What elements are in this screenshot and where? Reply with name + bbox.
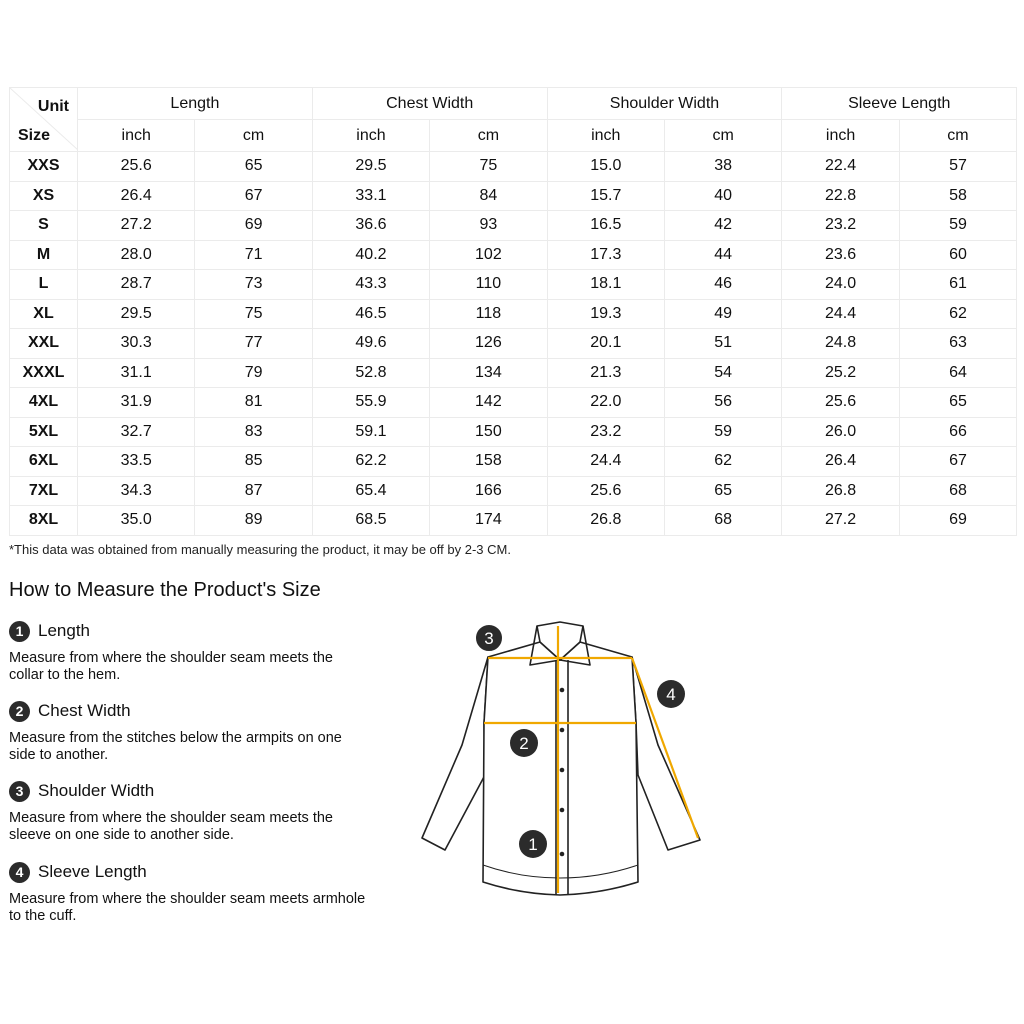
measurement-cell: 73 — [195, 270, 312, 300]
corner-unit-label: Unit — [37, 98, 69, 115]
measurement-cell: 87 — [195, 476, 312, 506]
group-header-sleeve-length: Sleeve Length — [782, 88, 1017, 120]
measurement-cell: 29.5 — [312, 152, 429, 182]
table-row — [10, 506, 1017, 536]
unit-header: inch — [547, 120, 664, 152]
measurement-cell: 63 — [899, 329, 1016, 359]
guide-item-name: Chest Width — [38, 701, 131, 720]
measurement-cell: 75 — [430, 152, 547, 182]
measurement-cell: 24.8 — [782, 329, 899, 359]
measurement-cell: 118 — [430, 299, 547, 329]
table-row — [10, 270, 1017, 300]
measurement-cell: 24.0 — [782, 270, 899, 300]
svg-text:2: 2 — [519, 734, 529, 753]
table-row — [10, 299, 1017, 329]
measurement-cell: 61 — [899, 270, 1016, 300]
measurement-cell: 31.9 — [78, 388, 195, 418]
measurement-cell: 46.5 — [312, 299, 429, 329]
measurement-cell: 69 — [899, 506, 1016, 536]
measurement-cell: 68 — [664, 506, 781, 536]
table-row — [10, 329, 1017, 359]
measurement-cell: 51 — [664, 329, 781, 359]
measurement-cell: 22.8 — [782, 181, 899, 211]
marker-4-icon — [657, 680, 685, 708]
measurement-cell: 67 — [195, 181, 312, 211]
corner-size-label: Size — [18, 127, 51, 144]
svg-text:3: 3 — [484, 629, 494, 648]
size-label-cell: XXL — [10, 329, 78, 359]
measurement-cell: 75 — [195, 299, 312, 329]
measurement-cell: 52.8 — [312, 358, 429, 388]
measurement-cell: 65.4 — [312, 476, 429, 506]
size-label-cell: XL — [10, 299, 78, 329]
measurement-cell: 36.6 — [312, 211, 429, 241]
measurement-cell: 62.2 — [312, 447, 429, 477]
size-label-cell: M — [10, 240, 78, 270]
measurement-cell: 69 — [195, 211, 312, 241]
size-rows — [10, 152, 1017, 536]
measurement-cell: 60 — [899, 240, 1016, 270]
guide-item-chest-width — [9, 700, 369, 764]
guide-item-shoulder-width — [9, 780, 369, 844]
unit-header: cm — [430, 120, 547, 152]
measurement-cell: 23.6 — [782, 240, 899, 270]
size-label-cell: 7XL — [10, 476, 78, 506]
measurement-cell: 93 — [430, 211, 547, 241]
measurement-cell: 35.0 — [78, 506, 195, 536]
measurement-cell: 166 — [430, 476, 547, 506]
number-1-icon: 1 — [9, 621, 30, 642]
measurement-cell: 55.9 — [312, 388, 429, 418]
size-label-cell: 5XL — [10, 417, 78, 447]
unit-header: cm — [899, 120, 1016, 152]
number-2-icon: 2 — [9, 701, 30, 722]
table-row — [10, 211, 1017, 241]
table-row — [10, 152, 1017, 182]
measurement-cell: 38 — [664, 152, 781, 182]
measurement-cell: 16.5 — [547, 211, 664, 241]
size-label-cell: 6XL — [10, 447, 78, 477]
measurement-cell: 64 — [899, 358, 1016, 388]
guide-item-length — [9, 620, 369, 684]
measurement-cell: 56 — [664, 388, 781, 418]
measurement-cell: 65 — [899, 388, 1016, 418]
size-label-cell: L — [10, 270, 78, 300]
size-label-cell: XXS — [10, 152, 78, 182]
measurement-cell: 65 — [195, 152, 312, 182]
measurement-cell: 134 — [430, 358, 547, 388]
measurement-cell: 158 — [430, 447, 547, 477]
marker-3-icon — [475, 624, 503, 652]
measurement-cell: 28.0 — [78, 240, 195, 270]
unit-header: cm — [664, 120, 781, 152]
measurement-cell: 25.6 — [547, 476, 664, 506]
measurement-cell: 20.1 — [547, 329, 664, 359]
size-label-cell: XXXL — [10, 358, 78, 388]
measurement-cell: 66 — [899, 417, 1016, 447]
guide-item-name: Sleeve Length — [38, 862, 147, 881]
unit-header: inch — [312, 120, 429, 152]
table-row — [10, 447, 1017, 477]
unit-header: inch — [782, 120, 899, 152]
marker-2-icon — [510, 729, 538, 757]
measurement-cell: 81 — [195, 388, 312, 418]
measurement-cell: 59 — [664, 417, 781, 447]
measurement-cell: 110 — [430, 270, 547, 300]
table-row — [10, 181, 1017, 211]
measurement-cell: 79 — [195, 358, 312, 388]
measurement-cell: 15.0 — [547, 152, 664, 182]
measurement-cell: 44 — [664, 240, 781, 270]
measurement-cell: 31.1 — [78, 358, 195, 388]
measurement-cell: 46 — [664, 270, 781, 300]
measurement-cell: 85 — [195, 447, 312, 477]
size-label-cell: 8XL — [10, 506, 78, 536]
measurement-cell: 54 — [664, 358, 781, 388]
measurement-cell: 59 — [899, 211, 1016, 241]
measurement-cell: 23.2 — [547, 417, 664, 447]
header-row-groups — [10, 88, 1017, 120]
guide-item-description: Measure from the stitches below the armpits on one side to another. — [9, 730, 342, 763]
measurement-cell: 24.4 — [782, 299, 899, 329]
measurement-note: *This data was obtained from manually measuring the product, it may be off by 2-3 CM. — [9, 542, 511, 557]
measurement-cell: 57 — [899, 152, 1016, 182]
measurement-cell: 59.1 — [312, 417, 429, 447]
measurement-cell: 17.3 — [547, 240, 664, 270]
measurement-cell: 26.4 — [782, 447, 899, 477]
measurement-cell: 26.8 — [782, 476, 899, 506]
measurement-cell: 49 — [664, 299, 781, 329]
group-header-length: Length — [78, 88, 313, 120]
size-label-cell: S — [10, 211, 78, 241]
measurement-cell: 33.5 — [78, 447, 195, 477]
measurement-cell: 65 — [664, 476, 781, 506]
table-row — [10, 417, 1017, 447]
measurement-cell: 19.3 — [547, 299, 664, 329]
measurement-cell: 40 — [664, 181, 781, 211]
measurement-cell: 77 — [195, 329, 312, 359]
guide-item-name: Length — [38, 621, 90, 640]
measurement-cell: 42 — [664, 211, 781, 241]
table-row — [10, 476, 1017, 506]
number-4-icon: 4 — [9, 862, 30, 883]
measurement-cell: 150 — [430, 417, 547, 447]
measurement-cell: 62 — [664, 447, 781, 477]
guide-item-description: Measure from where the shoulder seam meets the collar to the hem. — [9, 650, 333, 683]
measurement-cell: 67 — [899, 447, 1016, 477]
measurement-cell: 174 — [430, 506, 547, 536]
measurement-cell: 25.2 — [782, 358, 899, 388]
measurement-cell: 30.3 — [78, 329, 195, 359]
size-label-cell: 4XL — [10, 388, 78, 418]
size-label-cell: XS — [10, 181, 78, 211]
measurement-cell: 28.7 — [78, 270, 195, 300]
number-3-icon: 3 — [9, 781, 30, 802]
measurement-cell: 26.0 — [782, 417, 899, 447]
measurement-cell: 26.4 — [78, 181, 195, 211]
table-row — [10, 388, 1017, 418]
corner-cell — [10, 88, 78, 152]
group-header-chest-width: Chest Width — [312, 88, 547, 120]
measurement-cell: 23.2 — [782, 211, 899, 241]
guide-item-description: Measure from where the shoulder seam meets the sleeve on one side to another side. — [9, 810, 333, 843]
guide-title: How to Measure the Product's Size — [9, 579, 321, 601]
measurement-cell: 62 — [899, 299, 1016, 329]
measurement-cell: 25.6 — [78, 152, 195, 182]
measurement-cell: 49.6 — [312, 329, 429, 359]
measurement-cell: 68.5 — [312, 506, 429, 536]
guide-item-description: Measure from where the shoulder seam meets armhole to the cuff. — [9, 891, 366, 924]
measurement-cell: 84 — [430, 181, 547, 211]
table-row — [10, 358, 1017, 388]
measurement-cell: 27.2 — [78, 211, 195, 241]
measurement-cell: 58 — [899, 181, 1016, 211]
size-chart-table — [9, 87, 1017, 536]
measurement-cell: 26.8 — [547, 506, 664, 536]
measurement-cell: 18.1 — [547, 270, 664, 300]
measurement-cell: 22.0 — [547, 388, 664, 418]
measurement-cell: 43.3 — [312, 270, 429, 300]
unit-header: cm — [195, 120, 312, 152]
measurement-cell: 15.7 — [547, 181, 664, 211]
svg-text:1: 1 — [528, 835, 538, 854]
measurement-cell: 83 — [195, 417, 312, 447]
header-row-units — [10, 120, 1017, 152]
measurement-cell: 68 — [899, 476, 1016, 506]
measurement-cell: 27.2 — [782, 506, 899, 536]
measurement-cell: 40.2 — [312, 240, 429, 270]
guide-item-sleeve-length — [9, 861, 369, 925]
measurement-cell: 32.7 — [78, 417, 195, 447]
measurement-cell: 34.3 — [78, 476, 195, 506]
measurement-cell: 71 — [195, 240, 312, 270]
measurement-cell: 24.4 — [547, 447, 664, 477]
measurement-cell: 22.4 — [782, 152, 899, 182]
measurement-cell: 21.3 — [547, 358, 664, 388]
table-row — [10, 240, 1017, 270]
measurement-cell: 89 — [195, 506, 312, 536]
unit-header: inch — [78, 120, 195, 152]
svg-text:4: 4 — [666, 685, 676, 704]
measurement-cell: 33.1 — [312, 181, 429, 211]
measurement-cell: 102 — [430, 240, 547, 270]
shirt-measurement-diagram — [400, 610, 720, 910]
measurement-cell: 126 — [430, 329, 547, 359]
measurement-cell: 25.6 — [782, 388, 899, 418]
measurement-cell: 142 — [430, 388, 547, 418]
guide-item-name: Shoulder Width — [38, 781, 155, 800]
measurement-cell: 29.5 — [78, 299, 195, 329]
group-header-shoulder-width: Shoulder Width — [547, 88, 782, 120]
marker-1-icon — [519, 830, 547, 858]
